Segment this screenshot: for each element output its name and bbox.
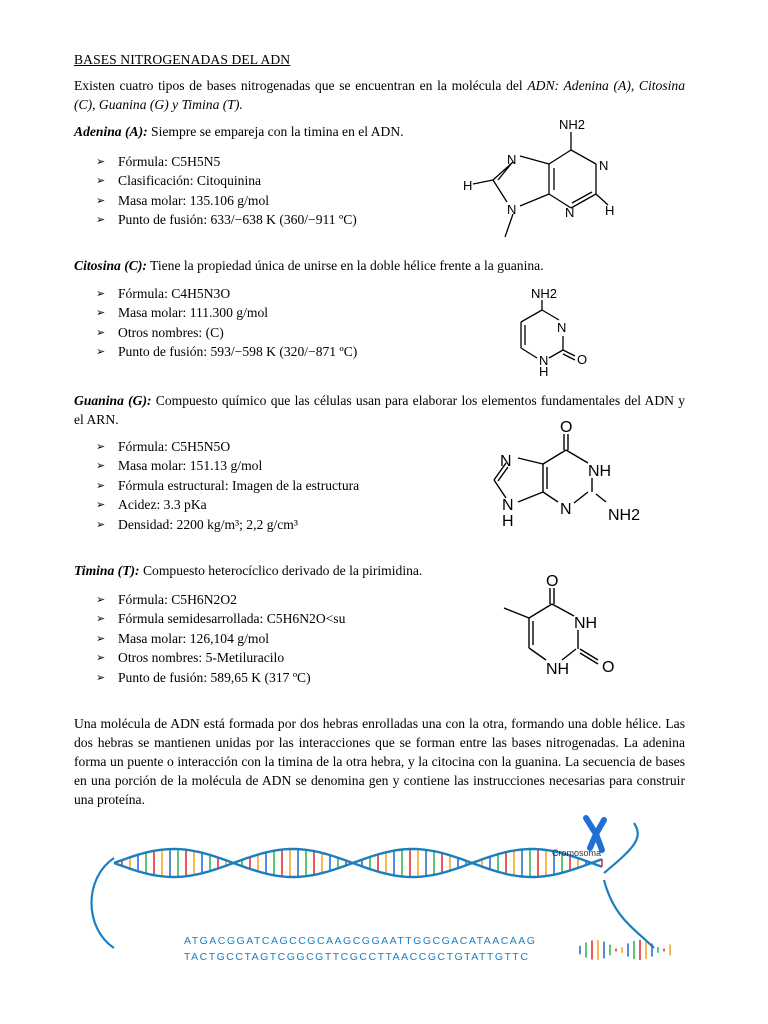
arrow-bullet-icon: ➢	[96, 459, 106, 473]
guanina-structure	[488, 420, 653, 532]
arrow-bullet-icon: ➢	[96, 593, 106, 606]
arrow-bullet-icon: ➢	[96, 345, 106, 359]
chromosome-icon	[586, 818, 604, 850]
arrow-bullet-icon: ➢	[96, 651, 106, 665]
atom-label: N	[502, 497, 514, 514]
guanina-name: Guanina (G):	[74, 393, 152, 408]
intro-italic: ADN: Adenina (A), Citosina (C), Guanina (G) y Timina (T).	[74, 78, 685, 112]
chromosome-label: Cromosoma	[552, 848, 602, 858]
dna-loop	[92, 823, 655, 948]
guanina-list	[96, 437, 359, 534]
atom-label: O	[577, 352, 588, 367]
atom-label: NH2	[559, 117, 586, 132]
timina-desc: Compuesto heterocíclico derivado de la pirimidina.	[139, 563, 423, 578]
atom-label: O	[560, 420, 573, 436]
list-item: ➢ Fórmula estructural: Imagen de la estructura	[96, 476, 359, 495]
list-item: ➢ Fórmula: C5H5N5	[96, 152, 357, 171]
arrow-bullet-icon: ➢	[96, 325, 106, 339]
list-item: ➢ Punto de fusión: 593/−598 K (320/−871 ºC)	[96, 342, 357, 361]
arrow-bullet-icon: ➢	[96, 306, 106, 320]
atom-label: N	[557, 320, 567, 335]
list-item: ➢ Masa molar: 126,104 g/mol	[96, 629, 345, 648]
atom-label: H	[539, 364, 549, 378]
atom-label: O	[602, 659, 615, 676]
citosina-list	[96, 284, 357, 362]
citosina-heading	[74, 258, 544, 274]
list-item: ➢ Acidez: 3.3 pKa	[96, 495, 359, 514]
citosina-structure	[495, 278, 605, 378]
atom-label: H	[463, 178, 473, 193]
adenina-heading	[74, 124, 404, 140]
list-item: ➢ Densidad: 2200 kg/m³; 2,2 g/cm³	[96, 515, 359, 534]
atom-label: N	[560, 501, 572, 518]
list-item: ➢ Punto de fusión: 633/−638 K (360/−911 ºC)	[96, 210, 357, 229]
list-item: ➢ Masa molar: 135.106 g/mol	[96, 191, 357, 210]
arrow-bullet-icon: ➢	[96, 498, 106, 512]
list-item: ➢ Fórmula: C4H5N3O	[96, 284, 357, 303]
atom-label: NH2	[531, 286, 558, 301]
intro-text: Existen cuatro tipos de bases nitrogenadas que se encuentran en la molécula del	[74, 78, 528, 93]
list-item: ➢ Fórmula: C5H6N2O2	[96, 590, 345, 609]
timina-name: Timina (T):	[74, 563, 140, 578]
atom-label: NH	[574, 615, 598, 632]
atom-label: N	[500, 453, 512, 470]
atom-label: NH	[546, 661, 570, 678]
list-item: ➢ Fórmula: C5H5N5O	[96, 437, 359, 456]
dna-strand	[114, 849, 602, 877]
closing-paragraph: Una molécula de ADN está formada por dos hebras enrolladas una con la otra, formando una doble hélice. Las dos hebras se mantienen unidas por las interacciones que se forman entre las bases nitrogenadas. La adenina forma un puente o interacción con la timina de la otra hebra, y la citocina con la guanina. La secuencia de bases en una porción de la molécula de ADN se denomina gen y contiene las instrucciones necesarias para construir una proteína.	[74, 716, 685, 807]
sequence-top: ATGACGGATCAGCCGCAAGCGGAATTGGCGACATAACAAG	[184, 935, 537, 947]
arrow-bullet-icon: ➢	[96, 287, 106, 300]
citosina-desc: Tiene la propiedad única de unirse en la doble hélice frente a la guanina.	[146, 258, 544, 273]
atom-label: NH	[588, 463, 612, 480]
citosina-name: Citosina (C):	[74, 258, 147, 273]
sequence-bottom: TACTGCCTAGTCGGCGTTCGCCTTAACCGCTGTATTGTTC	[184, 951, 530, 963]
timina-heading	[74, 563, 422, 579]
arrow-bullet-icon: ➢	[96, 440, 106, 453]
arrow-bullet-icon: ➢	[96, 517, 106, 531]
atom-label: N	[539, 353, 549, 368]
atom-label: H	[605, 203, 615, 218]
atom-label: O	[546, 573, 559, 590]
list-item: ➢ Fórmula semidesarrollada: C5H6N2O<su	[96, 609, 345, 628]
arrow-bullet-icon: ➢	[96, 612, 106, 626]
list-item: ➢ Masa molar: 111.300 g/mol	[96, 303, 357, 322]
atom-label: N	[507, 202, 517, 217]
adenina-desc: Siempre se empareja con la timina en el ADN.	[147, 124, 404, 139]
dna-figure	[74, 808, 686, 978]
adenina-list	[96, 152, 357, 230]
atom-label: NH2	[608, 507, 641, 524]
adenina-structure	[455, 112, 635, 247]
timina-structure	[500, 566, 625, 696]
arrow-bullet-icon: ➢	[96, 174, 106, 188]
list-item: ➢ Otros nombres: 5-Metiluracilo	[96, 648, 345, 667]
arrow-bullet-icon: ➢	[96, 631, 106, 645]
guanina-desc: Compuesto químico que las células usan para elaborar los elementos fundamentales del ADN y el ARN.	[74, 393, 685, 427]
list-item: ➢ Masa molar: 151.13 g/mol	[96, 456, 359, 475]
arrow-bullet-icon: ➢	[96, 478, 106, 492]
timina-list	[96, 590, 345, 687]
dna-strand	[114, 849, 602, 877]
arrow-bullet-icon: ➢	[96, 193, 106, 207]
arrow-bullet-icon: ➢	[96, 213, 106, 227]
list-item: ➢ Punto de fusión: 589,65 K (317 ºC)	[96, 668, 345, 687]
list-item: ➢ Otros nombres: (C)	[96, 323, 357, 342]
arrow-bullet-icon: ➢	[96, 155, 106, 168]
atom-label: N	[565, 205, 575, 220]
arrow-bullet-icon: ➢	[96, 670, 106, 684]
adenina-name: Adenina (A):	[74, 124, 148, 139]
intro-paragraph	[74, 76, 685, 114]
page-title: BASES NITROGENADAS DEL ADN	[74, 52, 291, 67]
atom-label: N	[599, 158, 609, 173]
list-item: ➢ Clasificación: Citoquinina	[96, 171, 357, 190]
atom-label: H	[502, 513, 514, 530]
atom-label: N	[507, 152, 517, 167]
